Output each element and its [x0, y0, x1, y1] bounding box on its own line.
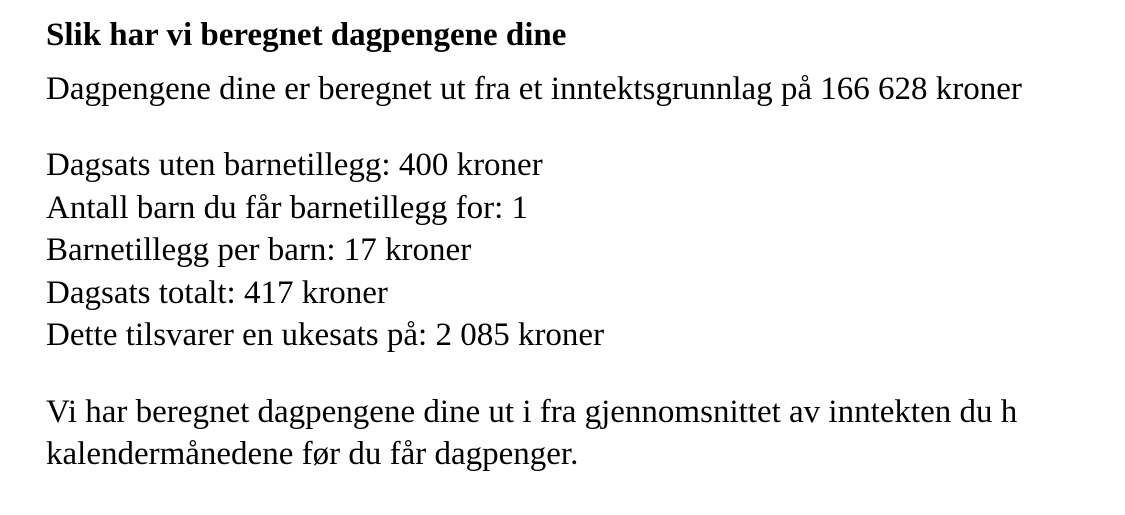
explanation-line: Vi har beregnet dagpengene dine ut i fra gjennomsnittet av inntekten du h	[46, 393, 1018, 430]
number-of-children: Antall barn du får barnetillegg for: 1	[46, 189, 528, 226]
explanation-line: kalendermånedene før du får dagpenger.	[46, 435, 579, 472]
calculation-section	[46, 14, 1125, 475]
income-basis-text: Dagpengene dine er beregnet ut fra et inntektsgrunnlag på 166 628 kroner	[46, 71, 1022, 107]
child-supplement-per-child: Barnetillegg per barn: 17 kroner	[46, 232, 472, 268]
calculation-explanation	[46, 391, 1125, 475]
weekly-rate: Dette tilsvarer en ukesats på: 2 085 kroner	[46, 317, 605, 353]
page-title: Slik har vi beregnet dagpengene dine	[46, 17, 567, 53]
rate-details	[46, 144, 1125, 357]
daily-rate-without-child-supplement: Dagsats uten barnetillegg: 400 kroner	[46, 147, 543, 183]
daily-rate-total: Dagsats totalt: 417 kroner	[46, 274, 388, 311]
